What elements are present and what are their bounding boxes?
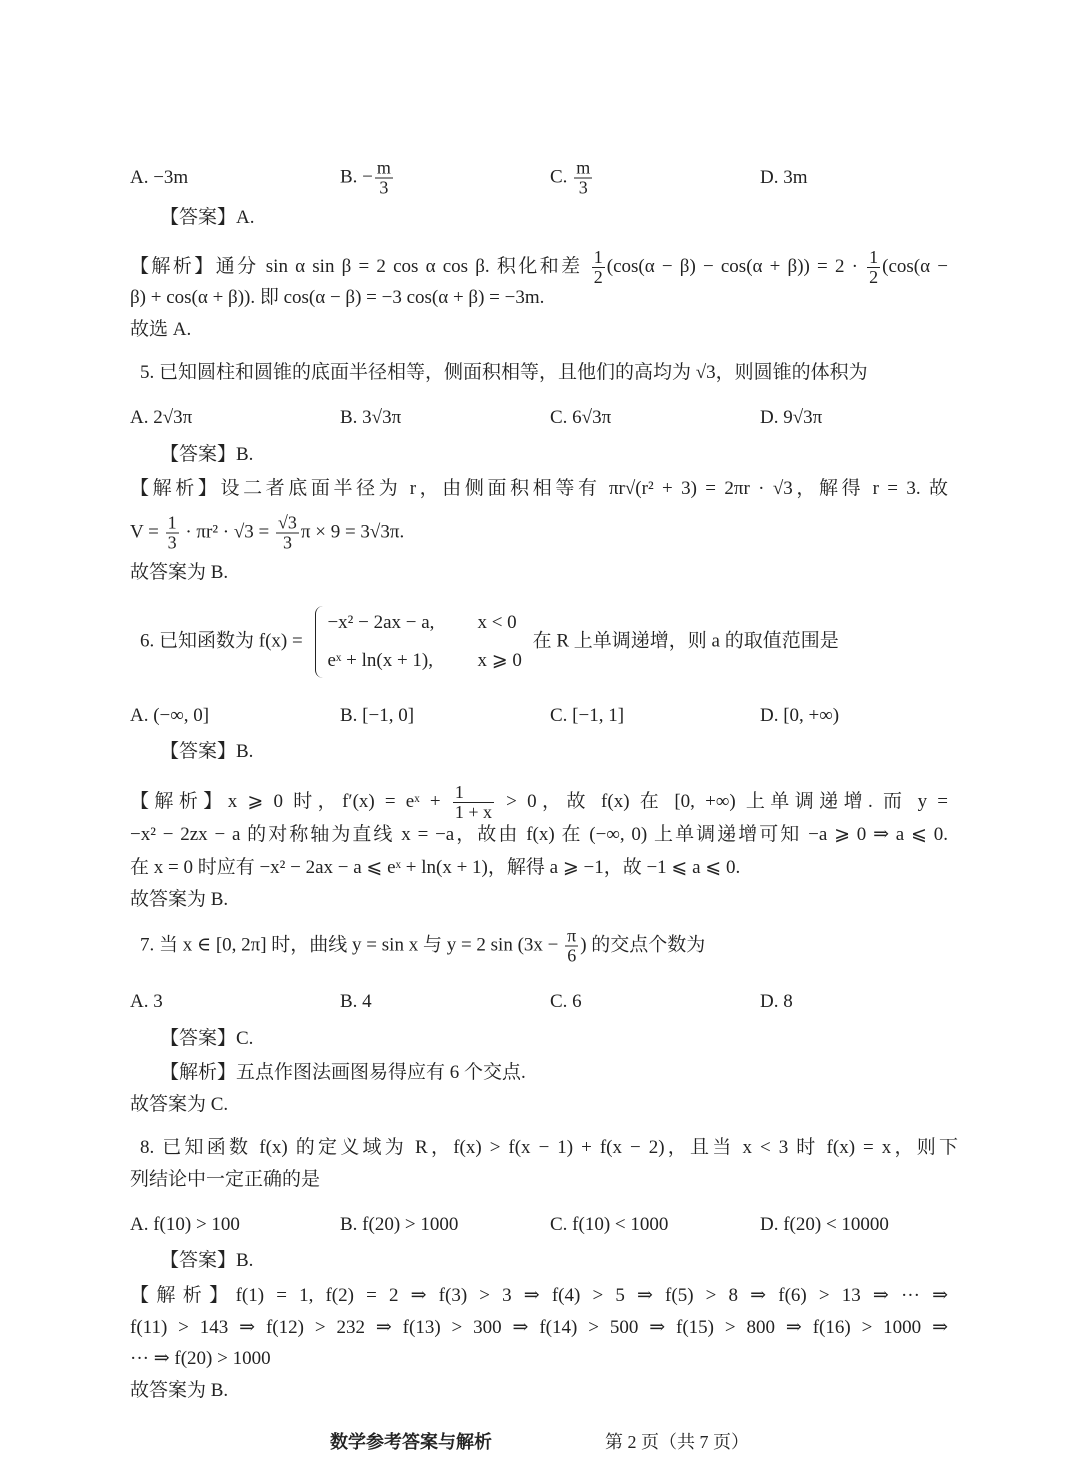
options-row — [130, 696, 950, 736]
text-line — [130, 1284, 948, 1308]
text-line — [160, 206, 254, 230]
text-line — [160, 740, 253, 764]
answer-option — [760, 990, 793, 1014]
text-line — [130, 856, 740, 880]
text-run: D. 3m — [760, 167, 808, 188]
case-condition: x < 0 — [477, 612, 517, 633]
fraction — [592, 248, 605, 287]
text-line — [130, 1316, 948, 1340]
text-line — [140, 1136, 958, 1160]
fraction-numerator: 1 — [167, 512, 177, 533]
text-run: > 0，故 f(x) 在 [0, +∞) 上单调递增. 而 y = — [495, 790, 949, 812]
answer-option — [550, 159, 594, 198]
fraction-numerator: 1 — [869, 247, 879, 267]
fraction-denominator: 3 — [379, 177, 389, 198]
text-run: 故答案为 B. — [130, 889, 229, 910]
text-line — [140, 927, 705, 966]
text-run: 在 R 上单调递增，则 a 的取值范围是 — [527, 630, 839, 652]
text-line — [130, 1093, 228, 1117]
text-run: 【解析】五点作图法画图易得应有 6 个交点. — [160, 1062, 526, 1083]
text-line — [130, 477, 948, 501]
text-run: B. f(20) > 1000 — [340, 1214, 459, 1235]
text-line — [130, 888, 228, 912]
options-row — [130, 1205, 950, 1245]
fraction — [453, 783, 494, 822]
text-run: · πr² · √3 = — [180, 521, 275, 543]
text-run: A. −3m — [130, 167, 189, 188]
text-line — [140, 604, 839, 680]
text-run: 【解析】x ⩾ 0 时，f′(x) = eˣ + — [130, 790, 451, 812]
answer-option — [130, 406, 192, 430]
text-run: A. 2√3π — [130, 407, 193, 428]
text-run: V = — [130, 521, 164, 543]
text-run: 列结论中一定正确的是 — [130, 1169, 321, 1190]
case-expression: eˣ + ln(x + 1), — [327, 650, 433, 671]
answer-option — [760, 704, 839, 728]
text-run: A. 3 — [130, 991, 163, 1012]
text-run: D. f(20) < 10000 — [760, 1214, 889, 1235]
fraction-denominator: 3 — [282, 532, 292, 553]
text-line — [130, 286, 544, 310]
answer-option — [340, 990, 372, 1014]
answer-option — [550, 704, 624, 728]
fraction-numerator: √3 — [278, 512, 297, 533]
text-line — [160, 1249, 253, 1273]
text-run: B. 3√3π — [340, 407, 402, 428]
case-expression: −x² − 2ax − a, — [327, 612, 435, 633]
fraction-numerator: 1 — [593, 247, 603, 267]
answer-option — [340, 406, 401, 430]
text-run: A. f(10) > 100 — [130, 1214, 240, 1235]
text-run: B. 4 — [340, 991, 372, 1012]
answer-option — [130, 704, 209, 728]
text-line — [130, 247, 948, 287]
text-line — [160, 1061, 526, 1085]
answer-option — [340, 159, 395, 198]
fraction-denominator: 6 — [567, 945, 577, 966]
text-run: 在 x = 0 时应有 −x² − 2ax − a ⩽ eˣ + ln(x + 1)，解得 a ⩾ −1，故 −1 ⩽ a ⩽ 0. — [130, 857, 741, 878]
text-run: B. − — [340, 166, 373, 188]
fraction — [565, 927, 578, 966]
text-run: 故选 A. — [130, 319, 192, 340]
text-run: β) + cos(α + β)). 即 cos(α − β) = −3 cos(α + β) = −3m. — [130, 287, 545, 308]
text-line — [130, 1168, 320, 1192]
answer-option — [130, 166, 188, 190]
text-run: 【答案】A. — [160, 207, 255, 228]
text-line — [130, 561, 228, 585]
text-run: ) 的交点个数为 — [580, 934, 706, 956]
answer-option — [550, 990, 582, 1014]
piecewise-cases — [313, 604, 521, 680]
text-run: π × 9 = 3√3π. — [300, 521, 405, 543]
text-run: B. [−1, 0] — [340, 705, 415, 726]
fraction-denominator: 3 — [578, 177, 588, 198]
text-run: 7. 当 x ∈ [0, 2π] 时，曲线 y = sin x 与 y = 2 sin (3x − — [140, 934, 564, 956]
text-run: C. [−1, 1] — [550, 705, 625, 726]
text-run: C. f(10) < 1000 — [550, 1214, 669, 1235]
text-run: 6. 已知函数为 f(x) = — [140, 630, 308, 652]
answer-option — [550, 1213, 668, 1237]
text-run: (cos(α − — [882, 255, 948, 277]
fraction-denominator: 3 — [167, 532, 177, 553]
text-run: 【答案】B. — [160, 741, 254, 762]
text-run: ··· ⇒ f(20) > 1000 — [130, 1348, 271, 1369]
answer-option — [760, 1213, 889, 1237]
text-run: 【解析】通分 sin α sin β = 2 cos α cos β. 积化和差 — [130, 255, 590, 277]
text-run: D. [0, +∞) — [760, 705, 840, 726]
text-line — [130, 823, 948, 847]
text-line — [160, 1027, 253, 1051]
fraction — [166, 514, 179, 553]
fraction-numerator: m — [376, 157, 391, 178]
text-run: 故答案为 B. — [130, 562, 229, 583]
text-line — [140, 361, 868, 385]
text-run: 【答案】B. — [160, 1250, 254, 1271]
fraction-numerator: 1 — [453, 783, 494, 803]
text-run: 【解析】f(1) = 1, f(2) = 2 ⇒ f(3) > 3 ⇒ f(4) > 5 ⇒ f(5) > 8 ⇒ f(6) > 13 ⇒ ··· ⇒ — [130, 1285, 948, 1306]
answer-option — [130, 1213, 240, 1237]
fraction — [867, 248, 880, 287]
fraction — [375, 159, 393, 198]
text-run: −x² − 2zx − a 的对称轴为直线 x = −a，故由 f(x) 在 (−∞, 0) 上单调递增可知 −a ⩾ 0 ⇒ a ⩽ 0. — [130, 824, 948, 845]
text-run: 【答案】C. — [160, 1028, 254, 1049]
text-line — [130, 318, 191, 342]
answer-option — [340, 704, 414, 728]
text-run: (cos(α − β) − cos(α + β)) = 2 · — [606, 255, 866, 277]
text-line — [130, 1379, 228, 1403]
fraction-denominator: 2 — [869, 267, 879, 287]
fraction-denominator: 1 + x — [454, 802, 492, 822]
text-run: f(11) > 143 ⇒ f(12) > 232 ⇒ f(13) > 300 ⇒ f(14) > 500 ⇒ f(15) > 800 ⇒ f(16) > 1000 ⇒ — [130, 1317, 948, 1338]
answer-option — [130, 990, 163, 1014]
text-line — [130, 1347, 271, 1371]
case-condition: x ⩾ 0 — [477, 650, 522, 671]
text-run: C. 6√3π — [550, 407, 612, 428]
fraction — [574, 159, 592, 198]
text-run: 8. 已知函数 f(x) 的定义域为 R，f(x) > f(x − 1) + f(x − 2)，且当 x < 3 时 f(x) = x，则下 — [140, 1137, 958, 1158]
text-run: D. 9√3π — [760, 407, 823, 428]
text-run: C. 6 — [550, 991, 582, 1012]
text-run: C. — [550, 166, 573, 188]
fraction-numerator: m — [576, 157, 591, 178]
text-line — [160, 443, 253, 467]
footer-title: 数学参考答案与解析 — [330, 1432, 492, 1452]
fraction — [276, 514, 299, 553]
answer-option — [340, 1213, 458, 1237]
answer-option — [760, 406, 822, 430]
answer-option — [550, 406, 611, 430]
case-row — [327, 604, 521, 642]
text-run: 故答案为 C. — [130, 1094, 229, 1115]
text-run: D. 8 — [760, 991, 793, 1012]
text-run: 【解析】设二者底面半径为 r，由侧面积相等有 πr√(r² + 3) = 2πr · √3，解得 r = 3. 故 — [130, 478, 948, 499]
options-row — [130, 982, 950, 1022]
options-row — [130, 158, 950, 198]
text-line — [130, 514, 404, 553]
options-row — [130, 398, 950, 438]
text-run: 5. 已知圆柱和圆锥的底面半径相等，侧面积相等，且他们的高均为 √3，则圆锥的体积为 — [140, 362, 868, 383]
text-run: 【答案】B. — [160, 444, 254, 465]
text-run: 故答案为 B. — [130, 1380, 229, 1401]
text-line — [130, 782, 949, 822]
footer-page-number: 第 2 页（共 7 页） — [605, 1432, 749, 1452]
answer-option — [760, 166, 808, 190]
fraction-numerator: π — [567, 925, 577, 946]
fraction-denominator: 2 — [593, 267, 603, 287]
case-row — [327, 642, 521, 680]
text-run: A. (−∞, 0] — [130, 705, 210, 726]
